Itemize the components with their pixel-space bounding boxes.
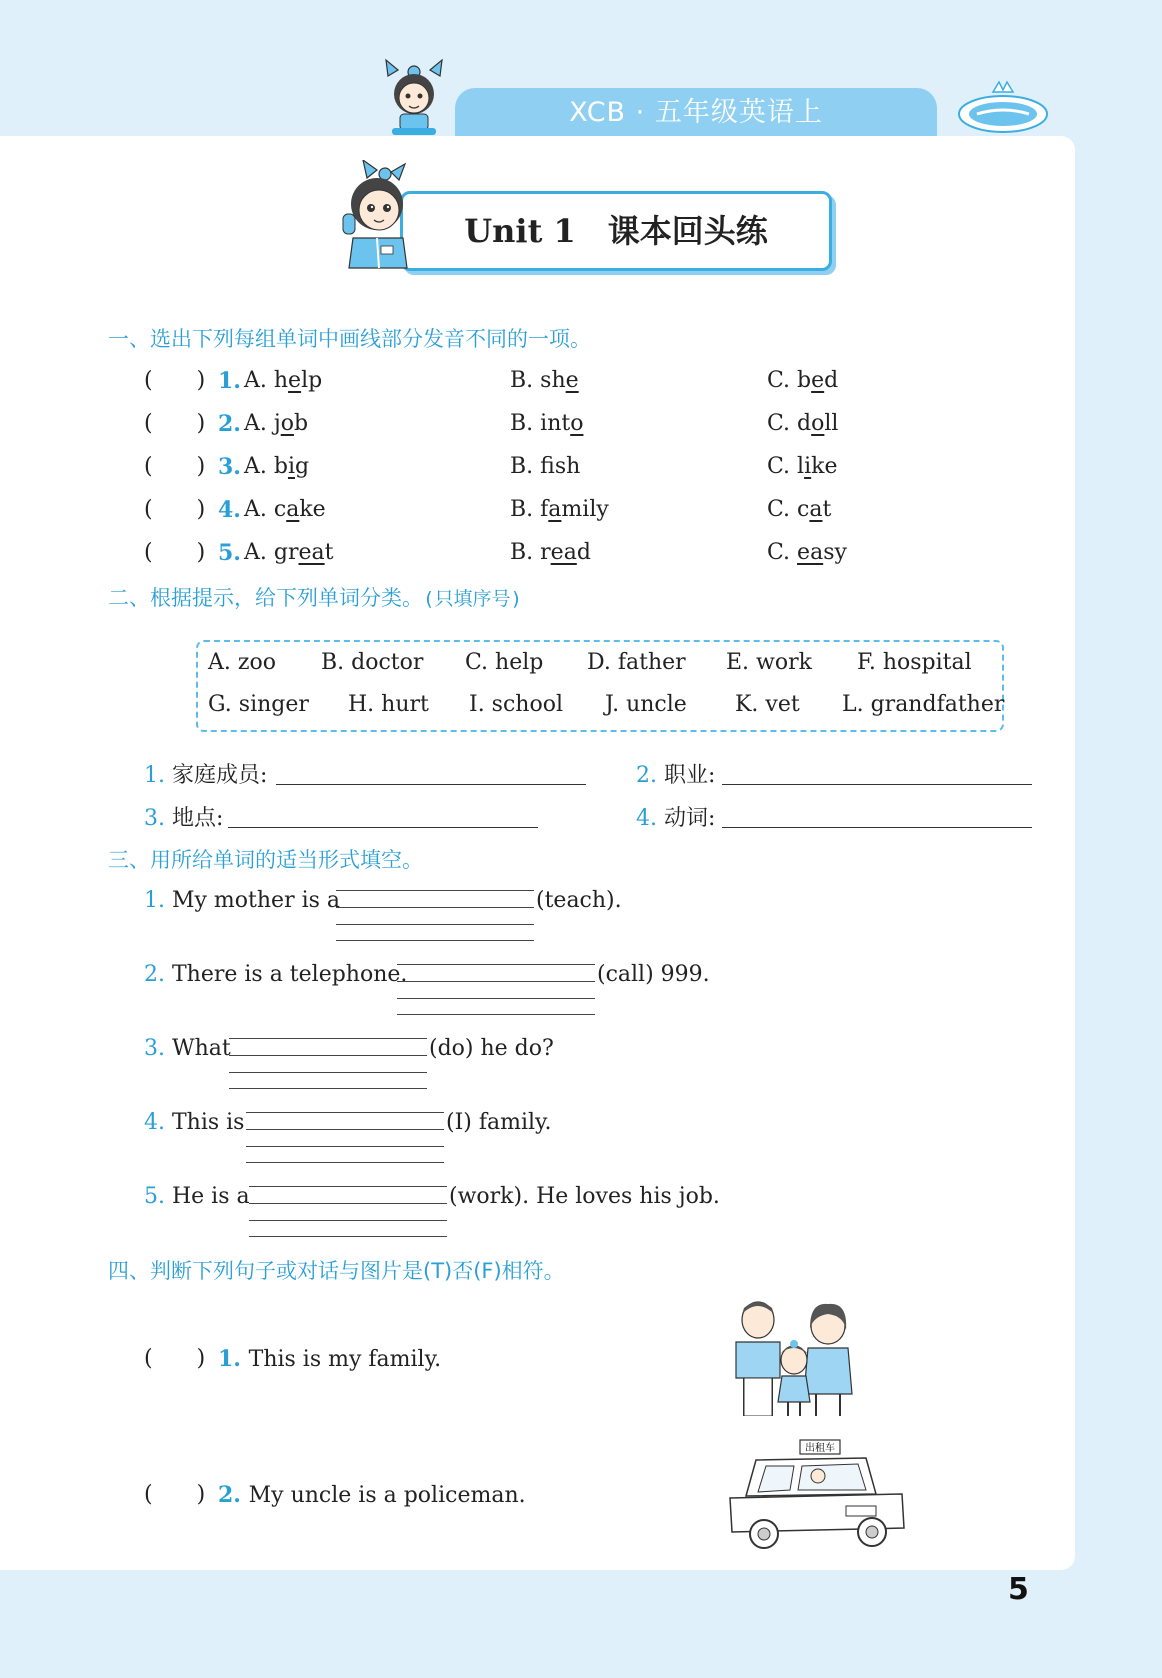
option-b[interactable] <box>510 409 583 439</box>
option-text-post: lp <box>301 368 323 393</box>
question-number-text: 2. <box>218 411 241 437</box>
word-bank-item: B. doctor <box>321 650 424 675</box>
word-bank-item: D. father <box>587 650 686 675</box>
option-text-pre: B. r <box>510 540 551 565</box>
option-text-pre: A. h <box>244 368 289 393</box>
judge-sentence <box>218 1480 526 1510</box>
answer-paren[interactable]: ( ) <box>144 540 206 565</box>
option-b[interactable] <box>510 452 580 482</box>
option-underlined: e <box>565 368 579 393</box>
option-text-pre: A. c <box>244 497 287 522</box>
option-c[interactable] <box>767 495 831 525</box>
writing-lines[interactable] <box>249 1186 447 1238</box>
question-number-text: 4. <box>218 497 241 523</box>
category-label <box>144 758 267 789</box>
option-a[interactable] <box>244 538 333 568</box>
mascot-top-icon <box>378 56 450 136</box>
section1-title: 一、选出下列每组单词中画线部分发音不同的一项。 <box>108 327 591 351</box>
option-text-post: mily <box>561 497 609 522</box>
category-text: 动词: <box>663 806 716 831</box>
category-text: 职业: <box>663 763 716 788</box>
word-bank-item: E. work <box>726 650 812 675</box>
category-text: 地点: <box>171 806 224 831</box>
option-text-post: ke <box>811 454 838 479</box>
option-text-post: d <box>576 540 591 565</box>
option-underlined: ea <box>550 540 577 565</box>
fill-blank-sentence <box>144 1110 244 1135</box>
option-text-pre: A. j <box>244 411 281 436</box>
answer-paren[interactable]: ( ) <box>144 1482 206 1507</box>
fill-post-text: (work). He loves his job. <box>449 1184 720 1209</box>
mascot-phone-icon <box>333 160 413 270</box>
judge-number: 2. <box>218 1482 249 1508</box>
fill-pre-text: There is a telephone. <box>171 962 408 987</box>
section2-title-text: 二、根据提示，给下列单词分类。 <box>108 586 423 610</box>
taxi-sign-text: 出租车 <box>805 1443 835 1454</box>
writing-lines[interactable] <box>229 1038 427 1090</box>
option-text-post: sy <box>823 540 847 565</box>
fill-pre-text: This is <box>171 1110 245 1135</box>
option-underlined: a <box>809 497 823 522</box>
answer-paren[interactable]: ( ) <box>144 1346 206 1371</box>
option-text-pre: C. b <box>767 368 812 393</box>
option-text-pre: C. c <box>767 497 810 522</box>
fill-post-text: (call) 999. <box>597 962 710 987</box>
option-a[interactable] <box>244 495 326 525</box>
fill-post-text: (teach). <box>536 888 622 913</box>
section2-title <box>108 582 522 612</box>
fill-post-text: (do) he do? <box>429 1036 554 1061</box>
judge-number: 1. <box>218 1346 249 1372</box>
category-answer-line[interactable] <box>722 827 1032 828</box>
category-label <box>636 801 715 832</box>
word-bank-item: H. hurt <box>348 692 429 717</box>
word-bank-item: G. singer <box>208 692 309 717</box>
word-bank-item: J. uncle <box>605 692 687 717</box>
question-number-text: 5. <box>218 540 241 566</box>
word-bank-item: F. hospital <box>857 650 972 675</box>
section2-hint: (只填序号) <box>423 588 522 610</box>
option-b[interactable] <box>510 538 591 568</box>
option-text-post: d <box>824 368 839 393</box>
category-label <box>144 801 223 832</box>
answer-paren[interactable]: ( ) <box>144 368 206 393</box>
fill-pre-text: He is a <box>171 1184 250 1209</box>
category-label <box>636 758 715 789</box>
category-number: 2. <box>636 763 664 788</box>
option-underlined: o <box>570 411 584 436</box>
fill-number: 5. <box>144 1184 172 1209</box>
option-underlined: ea <box>298 540 325 565</box>
answer-paren[interactable]: ( ) <box>144 411 206 436</box>
option-b[interactable] <box>510 495 609 525</box>
section4-title: 四、判断下列句子或对话与图片是(T)否(F)相符。 <box>108 1259 565 1283</box>
word-bank-item: A. zoo <box>208 650 276 675</box>
answer-paren[interactable]: ( ) <box>144 497 206 522</box>
option-c[interactable] <box>767 409 838 439</box>
option-underlined: i <box>804 454 812 479</box>
writing-lines[interactable] <box>336 890 534 942</box>
fill-number: 3. <box>144 1036 172 1061</box>
option-text-post: t <box>324 540 334 565</box>
option-underlined: o <box>811 411 825 436</box>
question-number <box>218 452 241 482</box>
question-number <box>218 538 241 568</box>
fill-blank-sentence <box>144 962 407 987</box>
option-text-post: t <box>822 497 832 522</box>
question-number <box>218 366 241 396</box>
fill-post-text: (I) family. <box>446 1110 552 1135</box>
taxi-picture-icon <box>726 1436 906 1554</box>
option-b[interactable] <box>510 366 579 396</box>
option-text-post: ke <box>299 497 326 522</box>
option-underlined: a <box>286 497 300 522</box>
option-underlined: o <box>280 411 294 436</box>
option-underlined: ea <box>797 540 824 565</box>
fill-pre-text: My mother is a <box>171 888 341 913</box>
option-underlined: i <box>287 454 296 479</box>
question-number <box>218 409 241 439</box>
option-c[interactable] <box>767 452 837 482</box>
question-number <box>218 495 241 525</box>
judge-text: This is my family. <box>248 1347 442 1372</box>
judge-text: My uncle is a policeman. <box>248 1483 526 1508</box>
unit-title: Unit 1 课本回头练 <box>400 191 832 271</box>
fill-blank-sentence <box>144 1036 231 1061</box>
option-text-pre: C. l <box>767 454 805 479</box>
family-picture-icon <box>726 1298 860 1416</box>
fill-blank-sentence <box>144 888 340 913</box>
category-text: 家庭成员: <box>171 763 268 788</box>
category-answer-line[interactable] <box>228 827 538 828</box>
option-underlined: e <box>811 368 825 393</box>
fill-pre-text: What <box>171 1036 231 1061</box>
word-bank-item: L. grandfather <box>842 692 1005 717</box>
fill-number: 1. <box>144 888 172 913</box>
writing-lines[interactable] <box>246 1112 444 1164</box>
option-text-pre: B. int <box>510 411 571 436</box>
option-text-pre: A. b <box>244 454 288 479</box>
category-number: 1. <box>144 763 172 788</box>
fill-number: 2. <box>144 962 172 987</box>
category-number: 4. <box>636 806 664 831</box>
option-text-post: sh <box>554 454 581 479</box>
word-bank-item: C. help <box>465 650 544 675</box>
section3-title: 三、用所给单词的适当形式填空。 <box>108 848 423 872</box>
option-text-pre: C. d <box>767 411 812 436</box>
option-text-pre: A. gr <box>244 540 299 565</box>
answer-paren[interactable]: ( ) <box>144 454 206 479</box>
option-text-post: b <box>293 411 309 436</box>
option-c[interactable] <box>767 538 847 568</box>
category-number: 3. <box>144 806 172 831</box>
option-underlined: e <box>288 368 302 393</box>
page-number: 5 <box>1008 1572 1029 1607</box>
option-text-pre: B. f <box>510 454 555 479</box>
option-a[interactable] <box>244 366 322 396</box>
option-underlined: a <box>548 497 562 522</box>
word-bank-item: K. vet <box>735 692 800 717</box>
option-text-post: g <box>295 454 310 479</box>
word-bank-item: I. school <box>469 692 563 717</box>
brand-logo-icon <box>955 78 1051 138</box>
option-text-pre: B. f <box>510 497 549 522</box>
header-title: XCB · 五年级英语上 <box>455 88 937 136</box>
option-a[interactable] <box>244 452 309 482</box>
question-number-text: 1. <box>218 368 241 394</box>
option-text-pre: C. <box>767 540 798 565</box>
option-text-pre: B. sh <box>510 368 566 393</box>
fill-number: 4. <box>144 1110 172 1135</box>
question-number-text: 3. <box>218 454 241 480</box>
option-text-post: ll <box>824 411 839 436</box>
option-c[interactable] <box>767 366 838 396</box>
category-answer-line[interactable] <box>276 784 586 785</box>
category-answer-line[interactable] <box>722 784 1032 785</box>
judge-sentence <box>218 1344 441 1374</box>
option-a[interactable] <box>244 409 308 439</box>
writing-lines[interactable] <box>397 964 595 1016</box>
fill-blank-sentence <box>144 1184 250 1209</box>
